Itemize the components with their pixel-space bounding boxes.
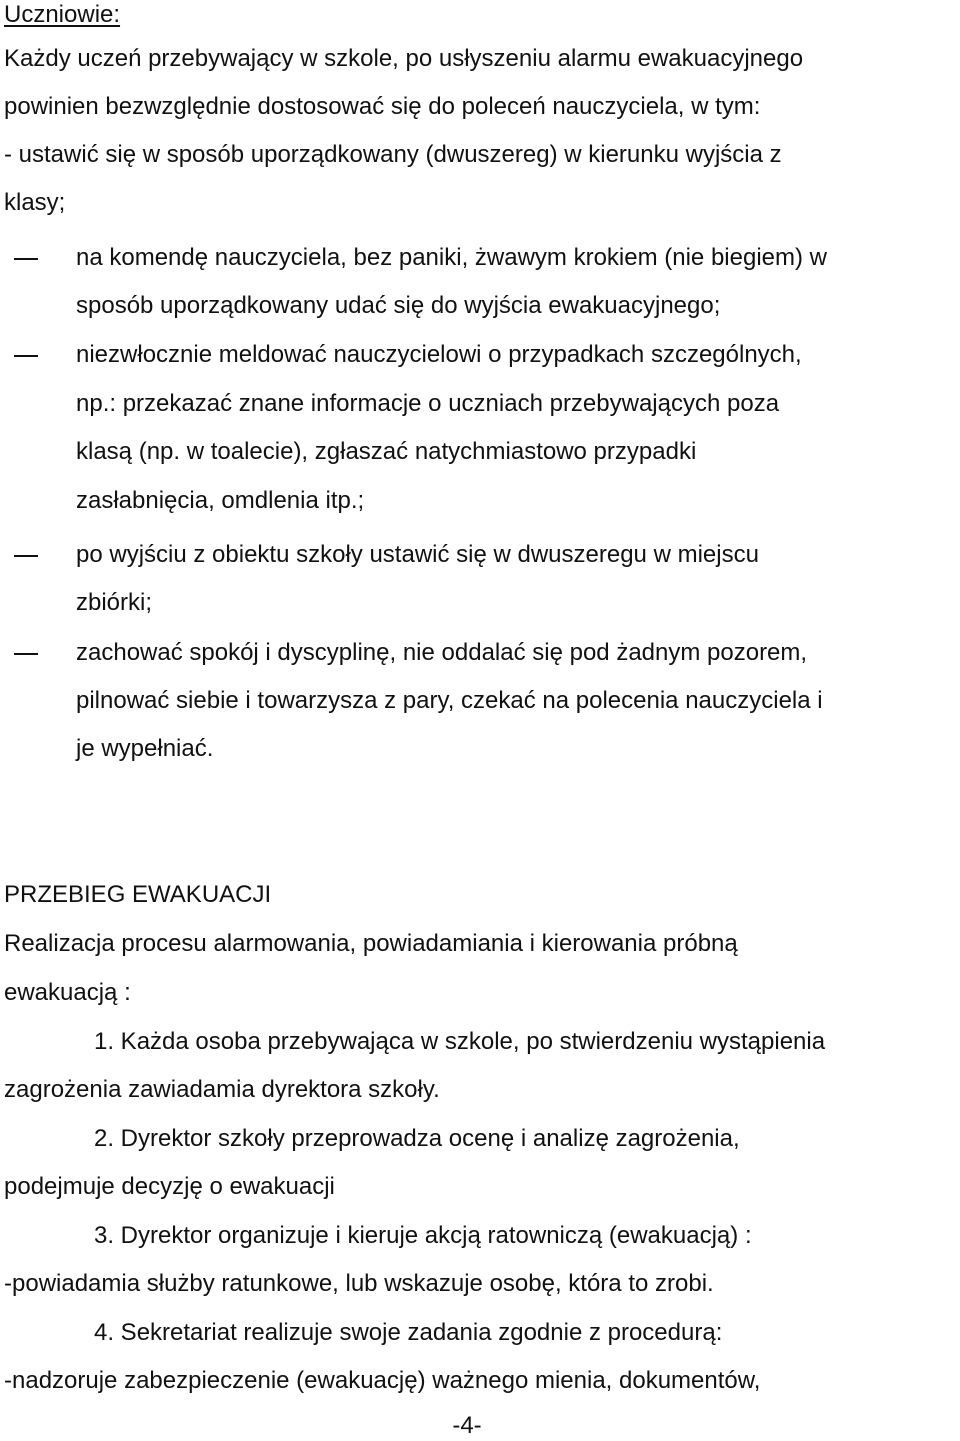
section-heading-students: Uczniowie: — [4, 1, 121, 28]
paragraph-line: - ustawić się w sposób uporządkowany (dwuszereg) w kierunku wyjścia z — [4, 141, 782, 168]
page-number: -4- — [452, 1412, 482, 1439]
list-item-line: niezwłocznie meldować nauczycielowi o przypadkach szczególnych, — [76, 341, 802, 368]
step-continuation-line: -nadzoruje zabezpieczenie (ewakuację) ważnego mienia, dokumentów, — [4, 1367, 761, 1394]
list-item-line: zasłabnięcia, omdlenia itp.; — [76, 487, 365, 514]
dash-bullet-icon — [14, 653, 38, 655]
numbered-step: 2. Dyrektor szkoły przeprowadza ocenę i analizę zagrożenia, — [94, 1125, 740, 1152]
section-heading-evacuation: PRZEBIEG EWAKUACJI — [4, 881, 272, 908]
list-item-line: pilnować siebie i towarzysza z pary, czekać na polecenia nauczyciela i — [76, 687, 823, 714]
paragraph-line: klasy; — [4, 189, 66, 216]
paragraph-line: ewakuacją : — [4, 979, 131, 1006]
list-item-line: je wypełniać. — [76, 735, 214, 762]
list-item-line: sposób uporządkowany udać się do wyjścia ewakuacyjnego; — [76, 292, 721, 319]
paragraph-line: Każdy uczeń przebywający w szkole, po usłyszeniu alarmu ewakuacyjnego — [4, 45, 804, 72]
dash-bullet-icon — [14, 555, 38, 557]
step-continuation-line: podejmuje decyzję o ewakuacji — [4, 1173, 335, 1200]
step-continuation-line: zagrożenia zawiadamia dyrektora szkoły. — [4, 1076, 440, 1103]
list-item-line: zachować spokój i dyscyplinę, nie oddalać się pod żadnym pozorem, — [76, 639, 808, 666]
list-item-line: zbiórki; — [76, 589, 153, 616]
list-item-line: na komendę nauczyciela, bez paniki, żwawym krokiem (nie biegiem) w — [76, 244, 827, 271]
numbered-step: 1. Każda osoba przebywająca w szkole, po stwierdzeniu wystąpienia — [94, 1028, 826, 1055]
numbered-step: 4. Sekretariat realizuje swoje zadania zgodnie z procedurą: — [94, 1319, 723, 1346]
dash-bullet-icon — [14, 355, 38, 357]
numbered-step: 3. Dyrektor organizuje i kieruje akcją ratowniczą (ewakuacją) : — [94, 1222, 752, 1249]
dash-bullet-icon — [14, 258, 38, 260]
step-continuation-line: -powiadamia służby ratunkowe, lub wskazuje osobę, która to zrobi. — [4, 1270, 714, 1297]
list-item-line: klasą (np. w toalecie), zgłaszać natychmiastowo przypadki — [76, 438, 697, 465]
list-item-line: po wyjściu z obiektu szkoły ustawić się w dwuszeregu w miejscu — [76, 541, 759, 568]
list-item-line: np.: przekazać znane informacje o uczniach przebywających poza — [76, 390, 780, 417]
paragraph-line: powinien bezwzględnie dostosować się do poleceń nauczyciela, w tym: — [4, 93, 761, 120]
paragraph-line: Realizacja procesu alarmowania, powiadamiania i kierowania próbną — [4, 930, 738, 957]
